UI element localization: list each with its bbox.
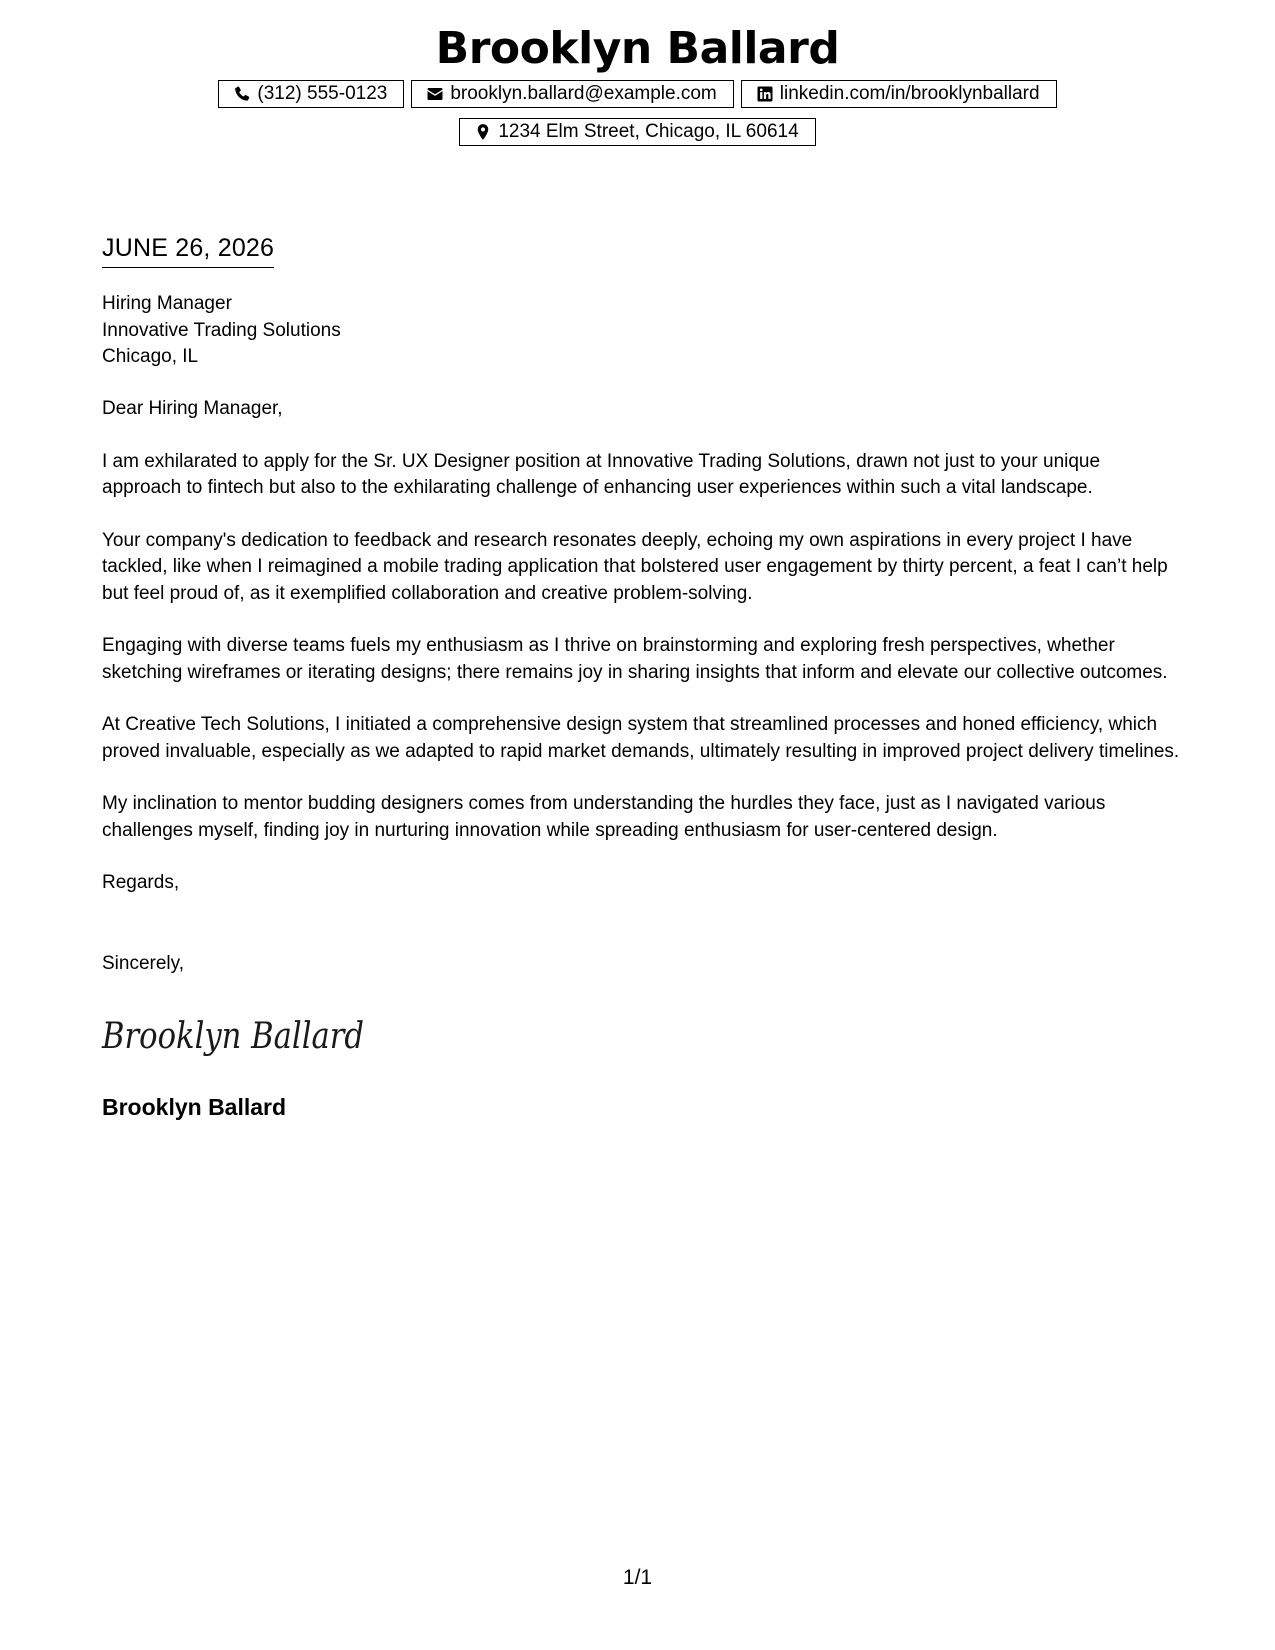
body-paragraph: Engaging with diverse teams fuels my enthusiasm as I thrive on brainstorming and exploring fresh perspectives, whether sketching wireframes or iterating designs; there remains joy in sharing insights that inform and elevate our collective outcomes. xyxy=(102,635,1168,683)
phone-text: (312) 555-0123 xyxy=(257,83,388,104)
applicant-name: Brooklyn Ballard xyxy=(435,23,840,74)
contact-row-primary xyxy=(0,80,1275,108)
email-text: brooklyn.ballard@example.com xyxy=(450,83,717,104)
signed-name: Brooklyn Ballard xyxy=(102,1094,287,1120)
map-pin-icon xyxy=(474,123,492,141)
page-number: 1/1 xyxy=(622,1566,653,1589)
address-chip[interactable] xyxy=(459,118,815,146)
recipient-block xyxy=(102,291,341,371)
regards: Regards, xyxy=(102,872,180,893)
phone-chip[interactable] xyxy=(218,80,404,108)
body-paragraph: I am exhilarated to apply for the Sr. UX Designer position at Innovative Trading Solutions, drawn not just to your unique approach to fintech but also to the exhilarating challenge of enhancing user experiences within such a vital landscape. xyxy=(102,450,1101,498)
email-chip[interactable] xyxy=(411,80,733,108)
address-text: 1234 Elm Street, Chicago, IL 60614 xyxy=(498,121,799,142)
recipient-title: Hiring Manager xyxy=(102,293,232,314)
envelope-icon xyxy=(426,85,444,103)
body-paragraph: At Creative Tech Solutions, I initiated a comprehensive design system that streamlined processes and honed efficiency, which proved invaluable, especially as we adapted to rapid market demands, ultimately resulting in improved project delivery timelines. xyxy=(102,714,1180,762)
body-paragraph: My inclination to mentor budding designers comes from understanding the hurdles they face, just as I navigated various challenges myself, finding joy in nurturing innovation while spreading enthusiasm for user-centered design. xyxy=(102,793,1106,841)
salutation: Dear Hiring Manager, xyxy=(102,398,283,419)
closing: Sincerely, xyxy=(102,953,185,974)
letter-body xyxy=(102,396,1182,923)
phone-icon xyxy=(233,85,251,103)
linkedin-text: linkedin.com/in/brooklynballard xyxy=(779,83,1040,104)
contact-row-secondary xyxy=(0,118,1275,146)
linkedin-icon xyxy=(756,85,774,103)
svg-text:Brooklyn Ballard: Brooklyn Ballard xyxy=(101,1016,364,1057)
signature-image xyxy=(100,1006,370,1064)
body-paragraph: Your company's dedication to feedback and research resonates deeply, echoing my own aspirations in every project I have tackled, like when I reimagined a mobile trading application that bolstered user engagement by thirty percent, a feat I can’t help but feel proud of, as it exemplified collaboration and creative problem-solving. xyxy=(102,529,1168,604)
linkedin-chip[interactable] xyxy=(741,80,1057,108)
recipient-location: Chicago, IL xyxy=(102,346,199,367)
recipient-company: Innovative Trading Solutions xyxy=(102,319,341,341)
letter-date: JUNE 26, 2026 xyxy=(102,232,274,268)
